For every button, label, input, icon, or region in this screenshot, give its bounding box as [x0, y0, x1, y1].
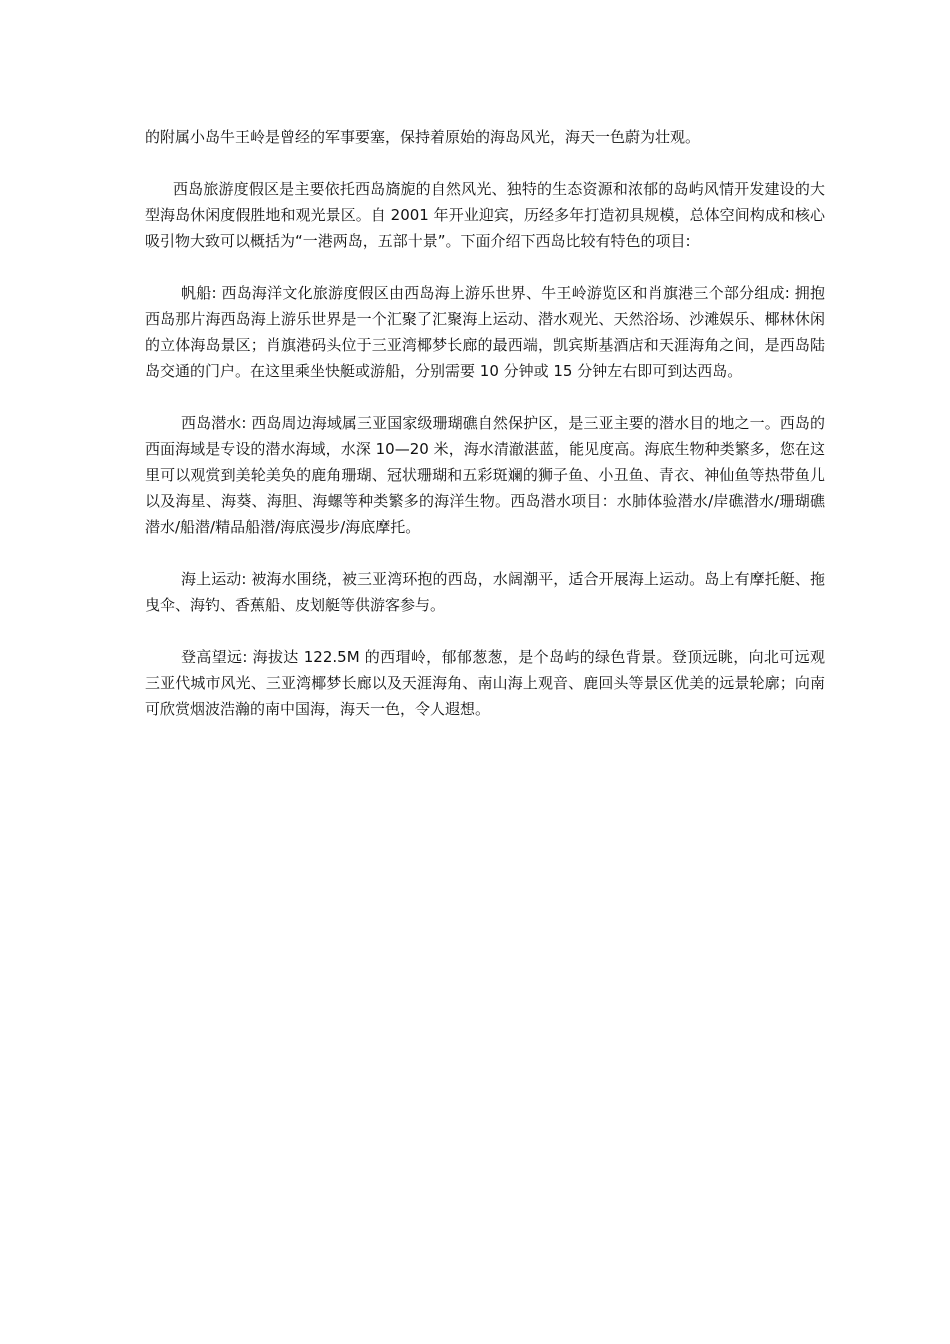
- paragraph-hilltop-view: 登高望远: 海拔达 122.5M 的西瑁岭，郁郁葱葱，是个岛屿的绿色背景。登顶远眺，向北可远观三亚代城市风光、三亚湾椰梦长廊以及天涯海角、南山海上观音、鹿回头等景区优美的远景轮廓；向南可欣赏烟波浩瀚的南中国海，海天一色，令人遐想。: [145, 648, 825, 718]
- paragraph-resort-overview: 西岛旅游度假区是主要依托西岛旖旎的自然风光、独特的生态资源和浓郁的岛屿风情开发建设的大型海岛休闲度假胜地和观光景区。自 2001 年开业迎宾，历经多年打造初具规模，总体空间构成和核心吸引物大致可以概括为“一港两岛，五部十景”。下面介绍下西岛比较有特色的项目:: [145, 180, 825, 250]
- paragraph-gap: [145, 540, 825, 566]
- paragraph-gap: [145, 384, 825, 410]
- paragraph-diving: 西岛潜水: 西岛周边海域属三亚国家级珊瑚礁自然保护区，是三亚主要的潜水目的地之一。西岛的西面海域是专设的潜水海域，水深 10—20 米，海水清澈湛蓝，能见度高。海底生物种类繁多，您在这里可以观赏到美轮美奂的鹿角珊瑚、冠状珊瑚和五彩斑斓的狮子鱼、小丑鱼、青衣、神仙鱼等热带鱼儿以及海星、海葵、海胆、海螺等种类繁多的海洋生物。西岛潜水项目：水肺体验潜水/岸礁潜水/珊瑚礁潜水/船潜/精品船潜/海底漫步/海底摩托。: [145, 414, 825, 536]
- paragraph-gap: [145, 618, 825, 644]
- document-body: [145, 124, 825, 722]
- paragraph-intro-continuation: 的附属小岛牛王岭是曾经的军事要塞，保持着原始的海岛风光，海天一色蔚为壮观。: [145, 128, 701, 146]
- paragraph-gap: [145, 150, 825, 176]
- paragraph-sailing: 帆船: 西岛海洋文化旅游度假区由西岛海上游乐世界、牛王岭游览区和肖旗港三个部分组成: 拥抱西岛那片海西岛海上游乐世界是一个汇聚了汇聚海上运动、潜水观光、天然浴场、沙滩娱乐、椰林休闲的立体海岛景区；肖旗港码头位于三亚湾椰梦长廊的最西端，凯宾斯基酒店和天涯海角之间，是西岛陆岛交通的门户。在这里乘坐快艇或游船，分别需要 10 分钟或 15 分钟左右即可到达西岛。: [145, 284, 825, 380]
- paragraph-gap: [145, 254, 825, 280]
- paragraph-water-sports: 海上运动: 被海水围绕，被三亚湾环抱的西岛，水阔潮平，适合开展海上运动。岛上有摩托艇、拖曳伞、海钓、香蕉船、皮划艇等供游客参与。: [145, 570, 825, 614]
